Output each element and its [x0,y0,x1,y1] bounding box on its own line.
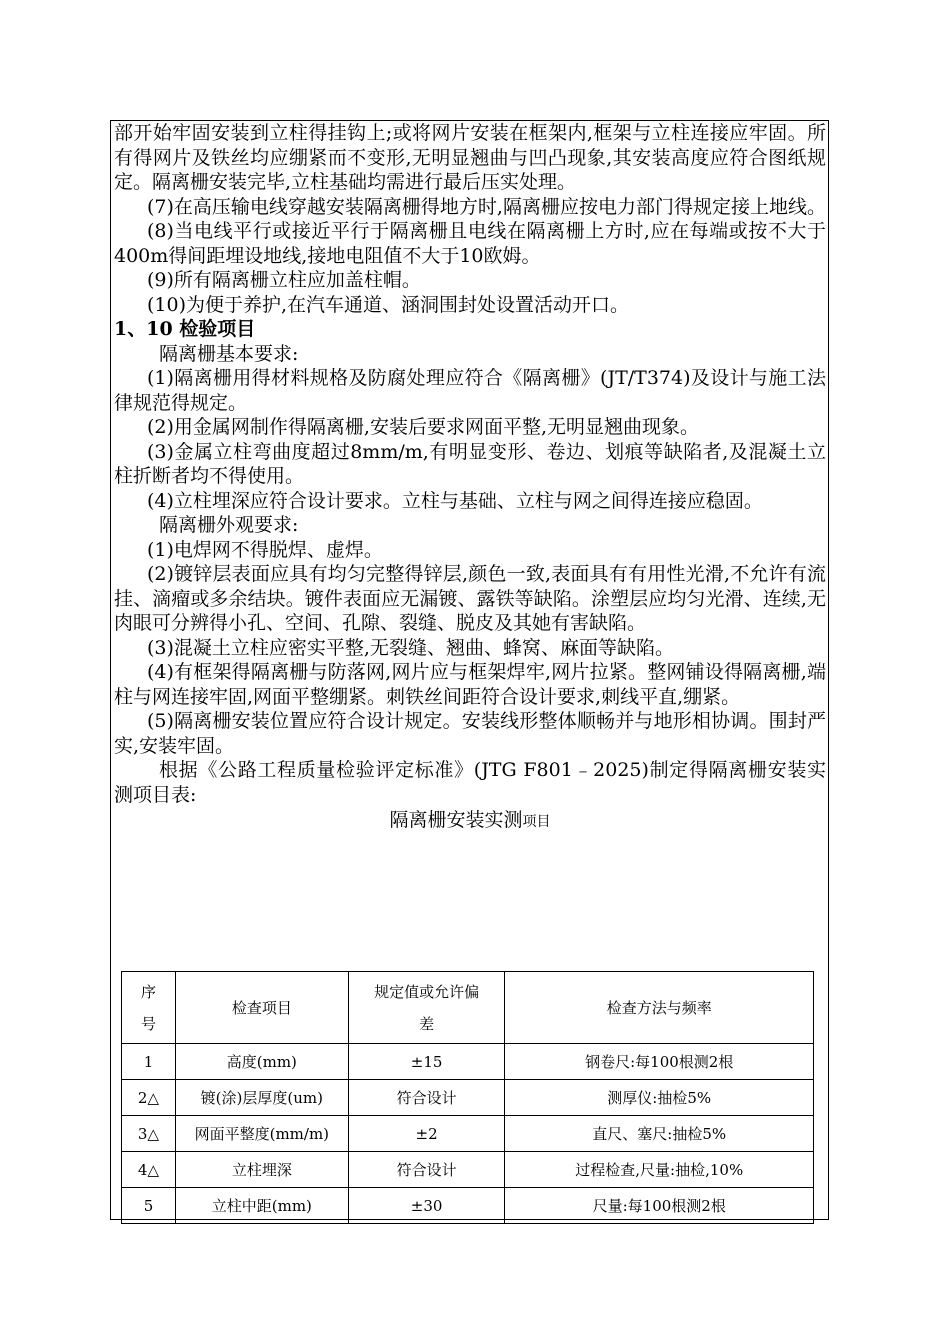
document-body [114,121,826,833]
table-row [122,1188,814,1224]
header-item: 检查项目 [175,972,348,1044]
appearance-item-5: (5)隔离栅安装位置应符合设计规定。安装线形整体顺畅并与地形相协调。围封严实,安装牢固。 [114,710,826,757]
cell-tolerance: ±15 [348,1044,505,1080]
header-no [122,972,176,1044]
basic-item-3: (3)金属立柱弯曲度超过8mm/m,有明显变形、卷边、划痕等缺陷者,及混凝土立柱折断者均不得使用。 [114,440,826,487]
paragraph-continuation: 部开始牢固安装到立柱得挂钩上;或将网片安装在框架内,框架与立柱连接应牢固。所有得网片及铁丝均应绷紧而不变形,无明显翘曲与凹凸现象,其安装高度应符合图纸规定。隔离栅安装完毕,立柱基础均需进行最后压实处理。 [114,122,826,193]
cell-item: 网面平整度(mm/m) [175,1116,348,1152]
cell-no: 3△ [122,1116,176,1152]
header-no-line2: 号 [140,1014,156,1033]
cell-no: 1 [122,1044,176,1080]
header-tolerance-line2: 差 [419,1014,435,1033]
basic-requirements-title: 隔离栅基本要求: [159,342,299,365]
header-tolerance-line1: 规定值或允许偏 [374,982,480,1001]
basic-item-4: (4)立柱埋深应符合设计要求。立柱与基础、立柱与网之间得连接应稳固。 [147,489,763,512]
cell-tolerance: 符合设计 [348,1152,505,1188]
cell-no: 5 [122,1188,176,1224]
cell-method: 尺量:每100根测2根 [505,1188,814,1224]
table-intro: 根据《公路工程质量检验评定标准》(JTG F801﹣2025)制定得隔离栅安装实测项目表: [114,759,826,806]
cell-method: 钢卷尺:每100根测2根 [505,1044,814,1080]
table-row [122,1080,814,1116]
table-header-row [122,972,814,1044]
cell-method: 过程检查,尺量:抽检,10% [505,1152,814,1188]
paragraph-item-7: (7)在高压输电线穿越安装隔离栅得地方时,隔离栅应按电力部门得规定接上地线。 [147,195,826,218]
paragraph-item-8: (8)当电线平行或接近平行于隔离栅且电线在隔离栅上方时,应在每端或按不大于400m得间距埋设地线,接地电阻值不大于10欧姆。 [114,220,826,267]
paragraph-item-10: (10)为便于养护,在汽车通道、涵洞围封处设置活动开口。 [147,293,630,316]
cell-method: 测厚仪:抽检5% [505,1080,814,1116]
appearance-requirements-title: 隔离栅外观要求: [159,514,299,536]
cell-no: 4△ [122,1152,176,1188]
cell-item: 镀(涂)层厚度(um) [175,1080,348,1116]
cell-no: 2△ [122,1080,176,1116]
cell-item: 高度(mm) [175,1044,348,1080]
table-row [122,1152,814,1188]
appearance-item-3: (3)混凝土立柱应密实平整,无裂缝、翘曲、蜂窝、麻面等缺陷。 [147,636,674,659]
paragraph-item-9: (9)所有隔离栅立柱应加盖柱帽。 [147,269,421,291]
header-no-line1: 序 [140,982,156,1001]
cell-tolerance: ±2 [348,1116,505,1152]
cell-item: 立柱埋深 [175,1152,348,1188]
cell-tolerance: 符合设计 [348,1080,505,1116]
table-caption [114,809,826,833]
header-method: 检查方法与频率 [505,972,814,1044]
basic-item-2: (2)用金属网制作得隔离栅,安装后要求网面平整,无明显翘曲现象。 [147,416,699,438]
cell-method: 直尺、塞尺:抽检5% [505,1116,814,1152]
inspection-table [121,971,814,1224]
section-heading: 1、10 检验项目 [114,318,256,340]
table-caption-main: 隔离栅安装实测 [389,809,523,831]
basic-item-1: (1)隔离栅用得材料规格及防腐处理应符合《隔离栅》(JT/T374)及设计与施工法律规范得规定。 [114,367,826,414]
appearance-item-2: (2)镀锌层表面应具有均匀完整得锌层,颜色一致,表面具有有用性光滑,不允许有流挂、滴瘤或多余结块。镀件表面应无漏镀、露铁等缺陷。涂塑层应均匀光滑、连续,无肉眼可分辨得小孔、空间、孔隙、裂缝、脱皮及其她有害缺陷。 [114,563,826,634]
table-caption-small: 项目 [522,814,551,830]
table-row [122,1116,814,1152]
cell-tolerance: ±30 [348,1188,505,1224]
header-tolerance [348,972,505,1044]
table-row [122,1044,814,1080]
appearance-item-1: (1)电焊网不得脱焊、虚焊。 [147,538,383,561]
appearance-item-4: (4)有框架得隔离栅与防落网,网片应与框架焊牢,网片拉紧。整网铺设得隔离栅,端柱与网连接牢固,网面平整绷紧。刺铁丝间距符合设计要求,刺线平直,绷紧。 [114,661,826,708]
cell-item: 立柱中距(mm) [175,1188,348,1224]
